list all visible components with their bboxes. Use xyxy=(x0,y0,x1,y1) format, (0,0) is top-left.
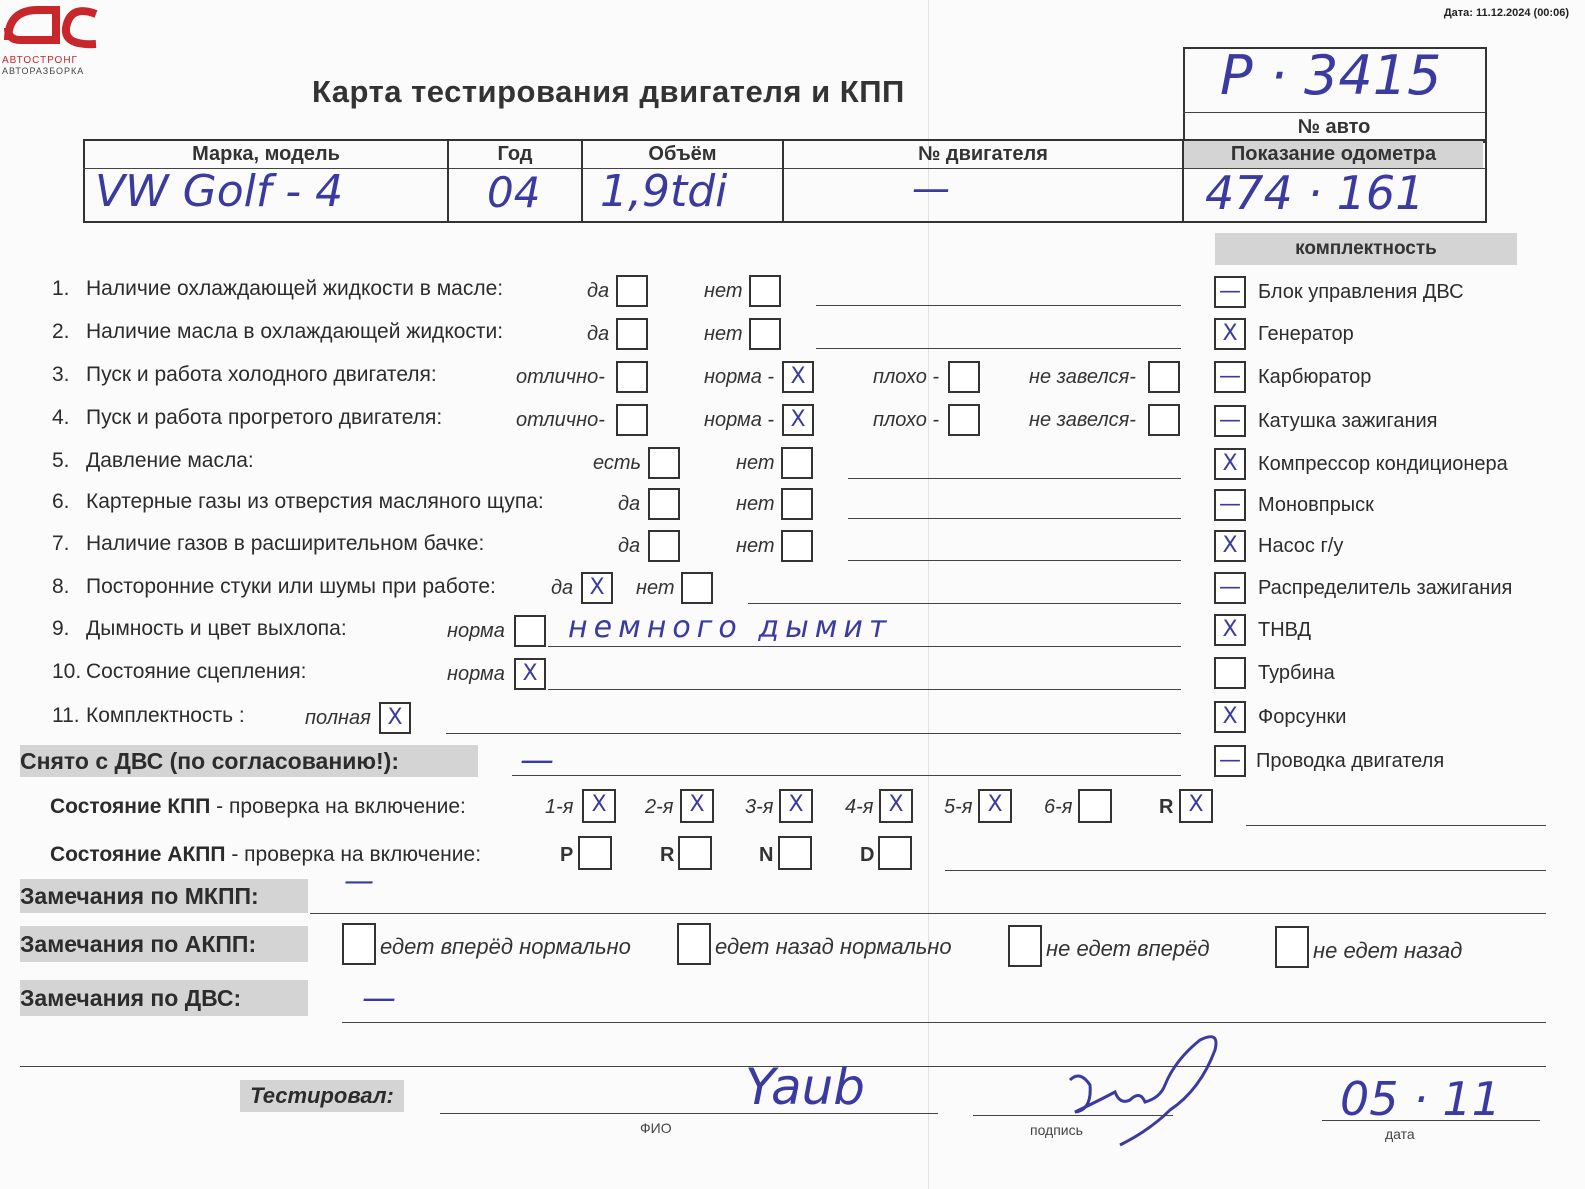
q6-yes-checkbox[interactable] xyxy=(648,488,680,520)
q1-opt-no: нет xyxy=(704,280,743,302)
sign-caption: подпись xyxy=(1030,1122,1083,1138)
removed-label: Снято с ДВС (по согласованию!): xyxy=(20,745,478,777)
gear-4-label: 4-я xyxy=(845,796,874,818)
kit-wiring-checkbox[interactable]: — xyxy=(1214,745,1246,777)
q9-line xyxy=(548,646,1181,647)
gear-6-checkbox[interactable] xyxy=(1078,789,1112,823)
date-caption: дата xyxy=(1385,1126,1415,1142)
q11-line xyxy=(446,733,1181,734)
q1-text: Наличие охлаждающей жидкости в масле: xyxy=(86,277,504,300)
test-date: 05 · 11 xyxy=(1340,1072,1501,1126)
kpp-line xyxy=(1246,825,1546,826)
akpp-line xyxy=(945,870,1546,871)
q5-text: Давление масла: xyxy=(86,449,254,472)
remarks-dvs-line xyxy=(342,1022,1546,1023)
q3-opt-bad: плохо - xyxy=(873,366,940,388)
q9-note: немного дымит xyxy=(568,610,893,645)
q4-normal-checkbox[interactable]: X xyxy=(782,404,814,436)
kit-injectors-checkbox[interactable]: X xyxy=(1214,701,1246,733)
gear-r-label: R xyxy=(1159,796,1174,818)
akpp-back-ok-checkbox[interactable] xyxy=(677,923,711,965)
gear-4-checkbox[interactable]: X xyxy=(879,789,913,823)
q3-excellent-checkbox[interactable] xyxy=(616,361,648,393)
q11-full-checkbox[interactable]: X xyxy=(379,702,411,734)
q6-opt-yes: да xyxy=(618,493,641,515)
akpp-p-checkbox[interactable] xyxy=(578,836,612,870)
kit-title: комплектность xyxy=(1215,233,1517,265)
q6-text: Картерные газы из отверстия масляного щупа: xyxy=(86,490,544,513)
q5-line xyxy=(848,478,1181,479)
q6-num: 6. xyxy=(52,490,70,513)
logo-subtext: АВТОРАЗБОРКА xyxy=(2,66,85,76)
q3-num: 3. xyxy=(52,363,70,386)
akpp-label xyxy=(50,843,481,867)
removed-value: — xyxy=(520,740,554,780)
kit-coil-checkbox[interactable]: — xyxy=(1214,405,1246,437)
q8-opt-yes: да xyxy=(551,577,574,599)
q8-num: 8. xyxy=(52,575,70,598)
akpp-n-label: N xyxy=(759,844,774,866)
kit-carburetor: Карбюратор xyxy=(1258,366,1372,388)
gear-3-checkbox[interactable]: X xyxy=(779,789,813,823)
akpp-p-label: P xyxy=(560,844,574,866)
kit-distributor: Распределитель зажигания xyxy=(1258,577,1513,599)
akpp-n-checkbox[interactable] xyxy=(778,836,812,870)
q8-opt-no: нет xyxy=(636,577,675,599)
kit-coil: Катушка зажигания xyxy=(1258,410,1438,432)
year-value: 04 xyxy=(487,168,541,217)
akpp-no-forward-checkbox[interactable] xyxy=(1008,925,1042,967)
q4-num: 4. xyxy=(52,406,70,429)
remarks-mkpp-label: Замечания по МКПП: xyxy=(20,879,308,913)
akpp-label-bold: Состояние АКПП xyxy=(50,843,226,866)
remarks-mkpp-value: — xyxy=(344,864,374,899)
kit-generator: Генератор xyxy=(1258,323,1354,345)
kit-ecu-checkbox[interactable]: — xyxy=(1214,276,1246,308)
kit-ac-compressor-checkbox[interactable]: X xyxy=(1214,448,1246,480)
date-line xyxy=(1322,1120,1540,1121)
q9-text: Дымность и цвет выхлопа: xyxy=(86,617,347,640)
q7-opt-no: нет xyxy=(736,535,775,557)
kit-injection-pump-checkbox[interactable]: X xyxy=(1214,614,1246,646)
akpp-d-checkbox[interactable] xyxy=(878,836,912,870)
gear-5-label: 5-я xyxy=(944,796,973,818)
q7-line xyxy=(848,560,1181,561)
q10-normal-checkbox[interactable]: X xyxy=(514,658,546,690)
akpp-r-checkbox[interactable] xyxy=(678,836,712,870)
gear-3-label: 3-я xyxy=(745,796,774,818)
q5-no-checkbox[interactable] xyxy=(781,447,813,479)
q1-no-checkbox[interactable] xyxy=(749,275,781,307)
q2-opt-no: нет xyxy=(704,323,743,345)
q7-opt-yes: да xyxy=(618,535,641,557)
akpp-no-forward: не едет вперёд xyxy=(1046,936,1210,961)
kit-mono-injection: Моновпрыск xyxy=(1258,494,1374,516)
q9-num: 9. xyxy=(52,617,70,640)
removed-line xyxy=(512,775,1181,776)
kit-turbine-checkbox[interactable] xyxy=(1214,657,1246,689)
q10-opt-normal: норма xyxy=(447,663,505,685)
q9-opt-normal: норма xyxy=(447,620,505,642)
kit-injectors: Форсунки xyxy=(1258,706,1347,728)
gear-2-label: 2-я xyxy=(645,796,674,818)
q4-excellent-checkbox[interactable] xyxy=(616,404,648,436)
kit-ps-pump: Насос г/у xyxy=(1258,535,1344,557)
q8-no-checkbox[interactable] xyxy=(681,572,713,604)
gear-6-label: 6-я xyxy=(1044,796,1073,818)
gear-1-label: 1-я xyxy=(545,796,574,818)
q5-num: 5. xyxy=(52,449,70,472)
q8-text: Посторонние стуки или шумы при работе: xyxy=(86,575,496,598)
kit-ac-compressor: Компрессор кондиционера xyxy=(1258,453,1508,475)
gear-r-checkbox[interactable]: X xyxy=(1179,789,1213,823)
akpp-back-ok: едет назад нормально xyxy=(715,934,952,959)
q3-text: Пуск и работа холодного двигателя: xyxy=(86,363,437,386)
q4-nostart-checkbox[interactable] xyxy=(1148,404,1180,436)
remarks-mkpp-line xyxy=(310,913,1546,914)
engine-no-value: — xyxy=(912,166,950,210)
q4-opt-excellent: отлично- xyxy=(516,409,605,431)
kit-ecu: Блок управления ДВС xyxy=(1258,281,1464,303)
kit-ps-pump-checkbox[interactable]: X xyxy=(1214,530,1246,562)
q1-num: 1. xyxy=(52,277,70,300)
q8-yes-checkbox[interactable]: X xyxy=(581,572,613,604)
tested-label: Тестировал: xyxy=(240,1080,404,1112)
remarks-dvs-value: — xyxy=(362,978,396,1018)
volume-value: 1,9tdi xyxy=(600,166,728,217)
fio-line xyxy=(440,1113,938,1114)
kit-wiring: Проводка двигателя xyxy=(1256,750,1445,772)
q11-num: 11. xyxy=(52,704,80,727)
remarks-akpp-label: Замечания по АКПП: xyxy=(20,926,308,962)
gear-5-checkbox[interactable]: X xyxy=(978,789,1012,823)
gear-1-checkbox[interactable]: X xyxy=(582,789,616,823)
q2-line xyxy=(816,348,1181,349)
q4-bad-checkbox[interactable] xyxy=(948,404,980,436)
q7-text: Наличие газов в расширительном бачке: xyxy=(86,532,485,555)
page-title: Карта тестирования двигателя и КПП xyxy=(312,74,905,109)
tester-name: Yaub xyxy=(745,1058,866,1116)
q3-bad-checkbox[interactable] xyxy=(948,361,980,393)
col-volume: Объём xyxy=(648,143,717,165)
q4-opt-normal: норма - xyxy=(704,409,775,431)
q6-opt-no: нет xyxy=(736,493,775,515)
sign-line xyxy=(973,1115,1173,1116)
kit-distributor-checkbox[interactable]: — xyxy=(1214,572,1246,604)
q5-opt-yes: есть xyxy=(593,452,642,474)
q3-opt-excellent: отлично- xyxy=(516,366,605,388)
car-number-value: Р · 3415 xyxy=(1220,44,1442,107)
q2-yes-checkbox[interactable] xyxy=(616,318,648,350)
col-year: Год xyxy=(497,143,533,165)
kit-carburetor-checkbox[interactable]: — xyxy=(1214,361,1246,393)
kit-turbine: Турбина xyxy=(1258,662,1335,684)
q7-yes-checkbox[interactable] xyxy=(648,530,680,562)
logo-text: АВТОСТРОНГ xyxy=(2,55,78,66)
q7-no-checkbox[interactable] xyxy=(781,530,813,562)
col-engine-no: № двигателя xyxy=(918,143,1048,165)
q2-num: 2. xyxy=(52,320,70,343)
q5-opt-no: нет xyxy=(736,452,775,474)
q2-no-checkbox[interactable] xyxy=(749,318,781,350)
make-model-value: VW Golf - 4 xyxy=(95,166,344,217)
akpp-d-label: D xyxy=(860,844,875,866)
kit-injection-pump: ТНВД xyxy=(1258,619,1312,641)
q3-nostart-checkbox[interactable] xyxy=(1148,361,1180,393)
remarks-dvs-label: Замечания по ДВС: xyxy=(20,980,308,1016)
q8-line xyxy=(748,603,1181,604)
akpp-label-rest: - проверка на включение: xyxy=(225,843,482,866)
q11-opt-full: полная xyxy=(305,707,371,729)
akpp-r-label: R xyxy=(660,844,675,866)
q4-opt-bad: плохо - xyxy=(873,409,940,431)
q4-opt-nostart: не завелся- xyxy=(1029,409,1136,431)
q1-line xyxy=(816,305,1181,306)
kpp-label-bold: Состояние КПП xyxy=(50,795,211,818)
kpp-label-rest: - проверка на включение: xyxy=(210,795,466,818)
q1-opt-yes: да xyxy=(587,280,610,302)
q3-opt-normal: норма - xyxy=(704,366,775,388)
q7-num: 7. xyxy=(52,532,70,555)
car-number-label: № авто xyxy=(1297,116,1371,138)
q11-text: Комплектность : xyxy=(86,704,245,727)
divider xyxy=(1183,112,1485,113)
q10-num: 10. xyxy=(52,660,82,683)
q9-normal-checkbox[interactable] xyxy=(514,615,546,647)
q2-text: Наличие масла в охлаждающей жидкости: xyxy=(86,320,504,343)
gear-2-checkbox[interactable]: X xyxy=(680,789,714,823)
q6-line xyxy=(848,518,1181,519)
q3-normal-checkbox[interactable]: X xyxy=(782,361,814,393)
col-odometer: Показание одометра xyxy=(1230,143,1437,165)
kit-generator-checkbox[interactable]: X xyxy=(1214,318,1246,350)
col-make-model: Марка, модель xyxy=(192,143,340,165)
q10-line xyxy=(548,689,1181,690)
print-date: Дата: 11.12.2024 (00:06) xyxy=(1443,7,1569,19)
q1-yes-checkbox[interactable] xyxy=(616,275,648,307)
akpp-no-back: не едет назад xyxy=(1313,938,1463,963)
fio-caption: ФИО xyxy=(640,1120,672,1136)
akpp-forward-ok: едет вперёд нормально xyxy=(380,934,631,959)
q4-text: Пуск и работа прогретого двигателя: xyxy=(86,406,443,429)
q5-yes-checkbox[interactable] xyxy=(648,447,680,479)
q6-no-checkbox[interactable] xyxy=(781,488,813,520)
q10-text: Состояние сцепления: xyxy=(86,660,307,683)
odometer-value: 474 · 161 xyxy=(1205,166,1425,220)
q3-opt-nostart: не завелся- xyxy=(1029,366,1136,388)
q2-opt-yes: да xyxy=(587,323,610,345)
akpp-no-back-checkbox[interactable] xyxy=(1275,926,1309,968)
kpp-label xyxy=(50,795,466,819)
kit-mono-injection-checkbox[interactable]: — xyxy=(1214,489,1246,521)
akpp-forward-ok-checkbox[interactable] xyxy=(342,923,376,965)
signature xyxy=(1060,1030,1230,1150)
